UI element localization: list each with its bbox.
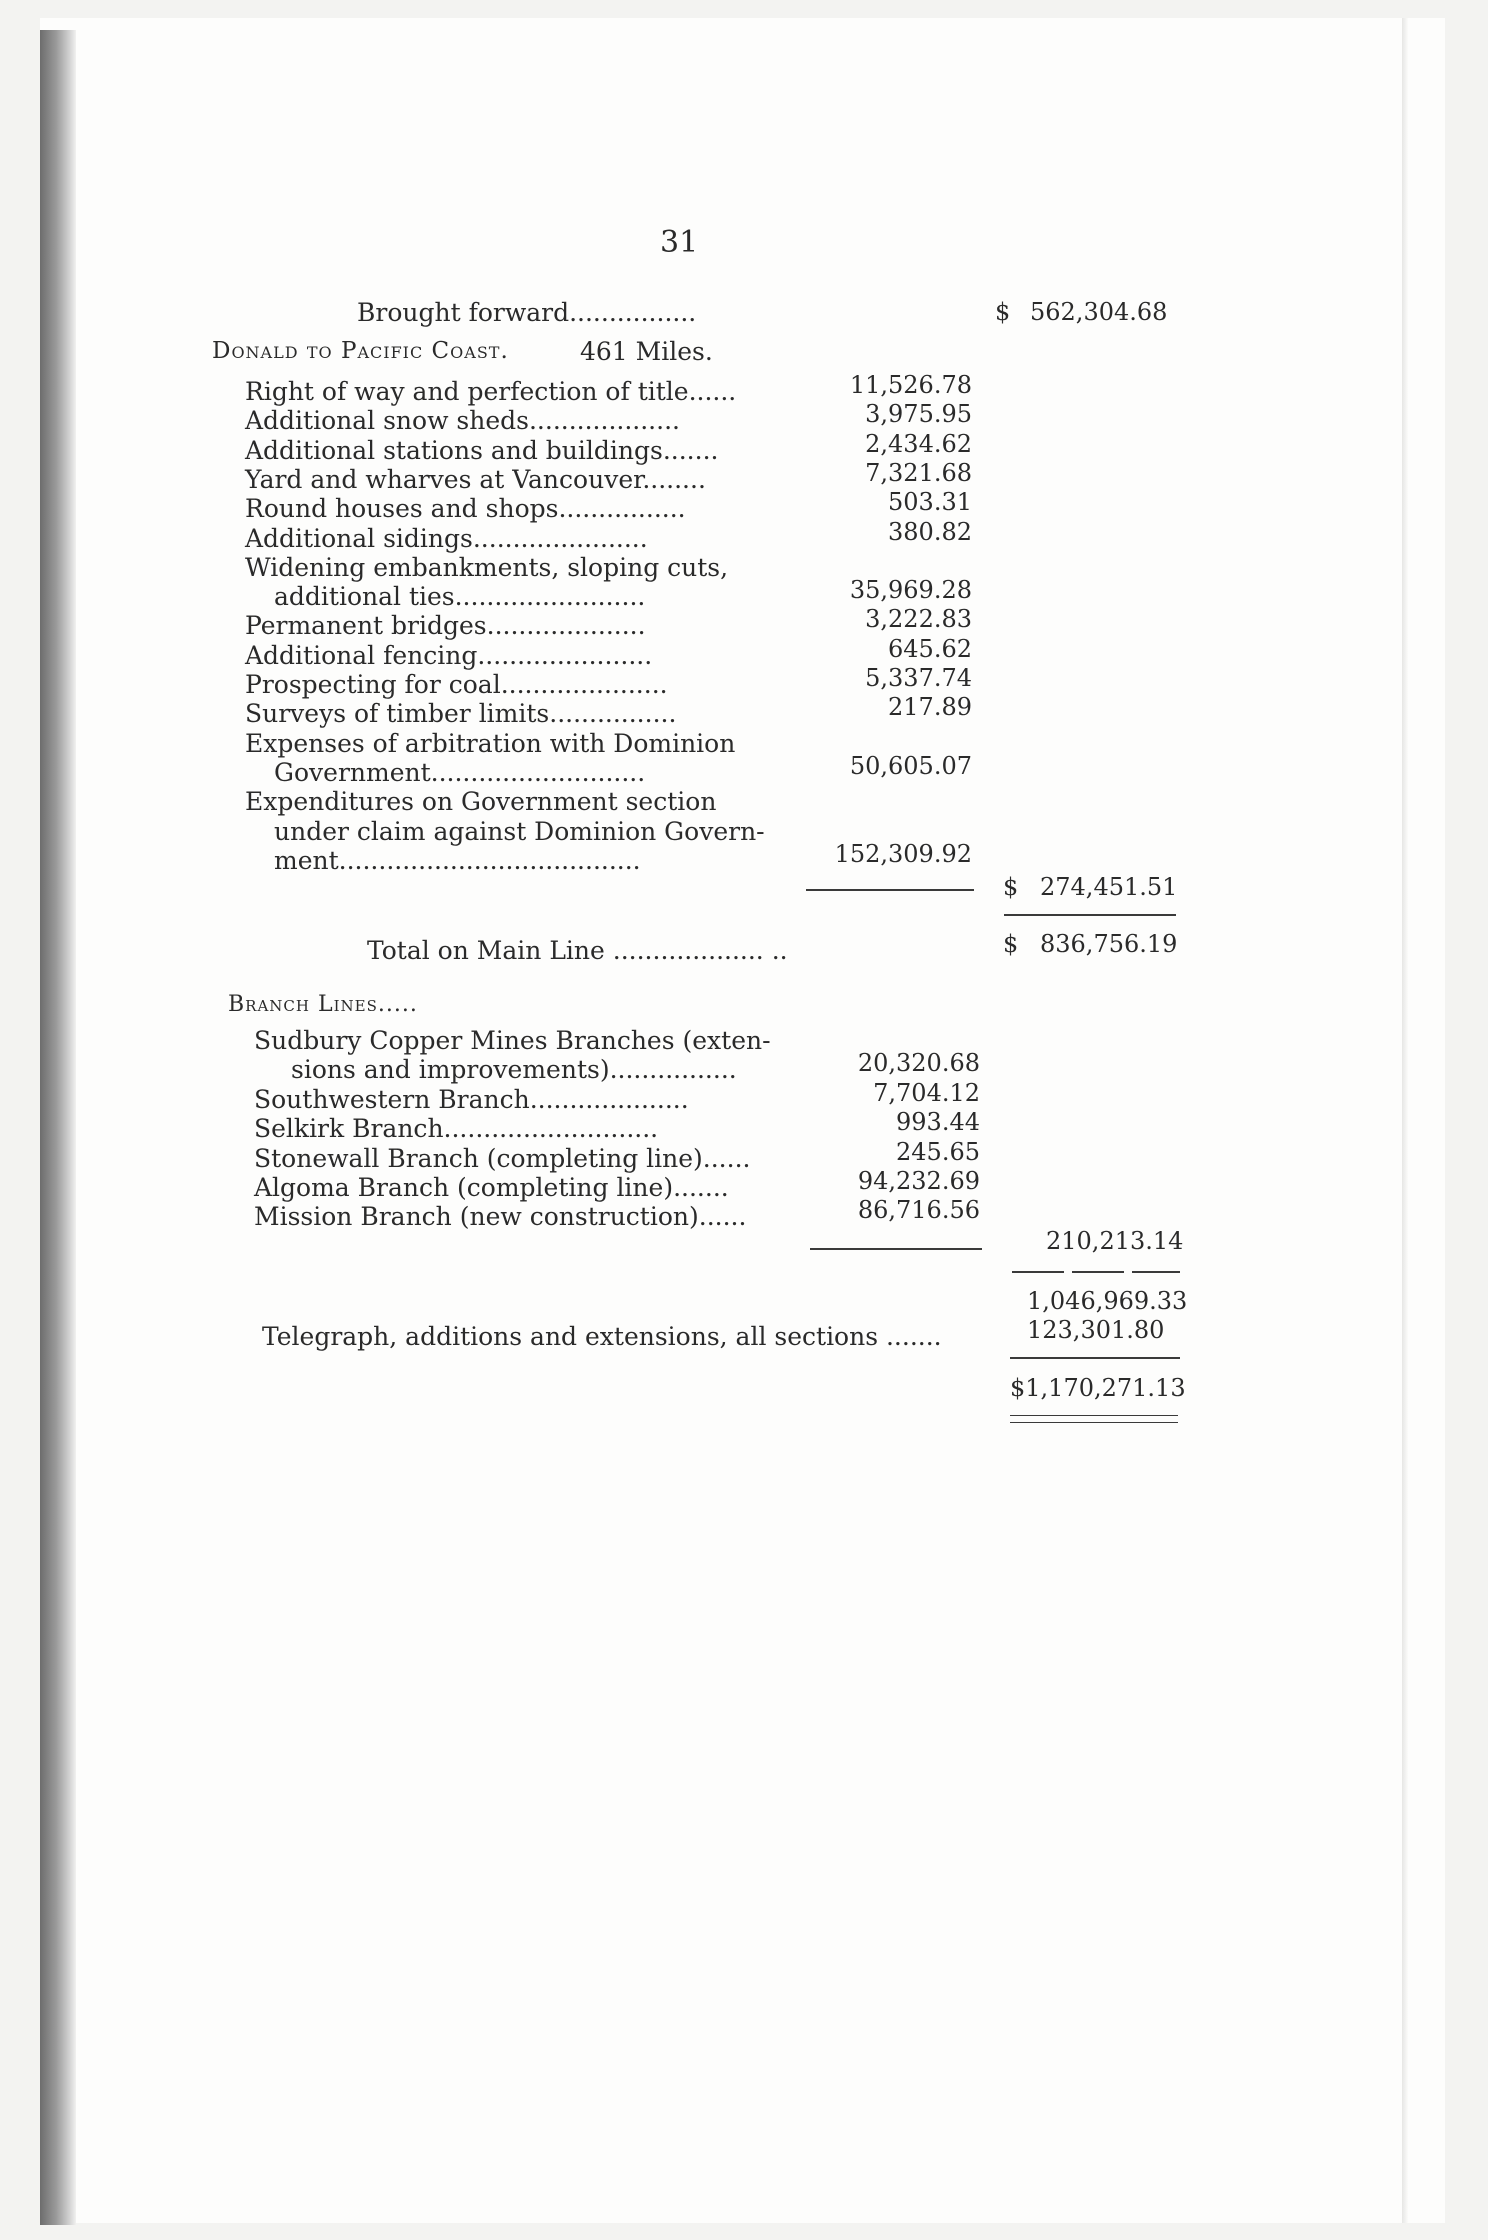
main-items-underline <box>806 889 974 891</box>
item-amount: 3,222.83 <box>865 605 972 634</box>
item-description-line: Right of way and perfection of title...... <box>245 377 737 406</box>
item-description-line: additional ties........................ <box>274 582 646 612</box>
brought-forward-label: Brought forward................ <box>357 298 697 327</box>
item-amount: 3,975.95 <box>865 400 972 429</box>
grand-total: $1,170,271.13 <box>1010 1374 1186 1402</box>
section-heading-main: Donald to Pacific Coast. <box>212 338 509 364</box>
branch-subtotal-rule <box>1012 1271 1180 1273</box>
item-description-line: Surveys of timber limits................ <box>245 699 677 729</box>
item-amount: 993.44 <box>896 1108 980 1137</box>
item-description-line: Algoma Branch (completing line)....... <box>254 1173 729 1202</box>
item-description-line: Additional sidings...................... <box>245 523 648 553</box>
item-description-line: Additional stations and buildings....... <box>245 435 719 465</box>
item-amount: 503.31 <box>888 488 972 517</box>
main-subtotal-currency: $ <box>1003 873 1019 901</box>
main-subtotal-amount: 274,451.51 <box>1040 873 1178 901</box>
item-description-line: Stonewall Branch (completing line)...... <box>254 1143 751 1173</box>
item-description-line: Additional fencing...................... <box>245 640 653 670</box>
telegraph-amount: 123,301.80 <box>1027 1316 1165 1344</box>
branch-items-underline <box>810 1248 982 1250</box>
item-amount: 645.62 <box>888 634 972 663</box>
item-amount: 5,337.74 <box>865 664 972 692</box>
item-amount: 245.65 <box>896 1137 980 1166</box>
item-amount: 7,704.12 <box>873 1078 980 1107</box>
grand-total-double-rule-bottom <box>1010 1422 1178 1423</box>
total-main-line-currency: $ <box>1003 930 1019 958</box>
item-amount: 2,434.62 <box>865 429 972 458</box>
page-number: 31 <box>660 225 699 260</box>
total-main-line-amount: 836,756.19 <box>1040 930 1178 958</box>
page-edge <box>1402 18 1408 2223</box>
item-amount: 35,969.28 <box>849 576 972 605</box>
item-amount: 217.89 <box>888 693 972 722</box>
item-description-line: Permanent bridges.................... <box>245 611 646 641</box>
item-description-line: Selkirk Branch........................... <box>254 1114 659 1144</box>
item-description-line: sions and improvements)................ <box>291 1055 737 1085</box>
main-subtotal-rule <box>1004 914 1176 916</box>
item-amount: 20,320.68 <box>857 1049 980 1078</box>
item-description-line: Expenditures on Government section <box>245 787 717 817</box>
section-miles: 461 Miles. <box>580 337 713 366</box>
brought-forward-currency: $ <box>995 298 1011 326</box>
item-description-line: Round houses and shops................ <box>245 494 686 524</box>
item-amount: 86,716.56 <box>857 1196 980 1225</box>
item-description-line: Sudbury Copper Mines Branches (exten- <box>254 1026 771 1055</box>
item-amount: 380.82 <box>888 517 972 546</box>
item-amount: 94,232.69 <box>857 1167 980 1195</box>
item-description-line: Expenses of arbitration with Dominion <box>245 728 736 758</box>
item-amount: 11,526.78 <box>849 371 972 399</box>
brought-forward-amount: 562,304.68 <box>1030 298 1168 326</box>
item-description-line: Yard and wharves at Vancouver........ <box>245 464 706 494</box>
item-description-line: Government........................... <box>274 757 646 787</box>
item-amount: 50,605.07 <box>849 751 972 780</box>
telegraph-label: Telegraph, additions and extensions, all sections ....... <box>262 1322 942 1351</box>
item-amount: 7,321.68 <box>865 458 972 487</box>
branch-subtotal: 210,213.14 <box>1046 1227 1184 1255</box>
item-description-line: under claim against Dominion Govern- <box>274 816 765 846</box>
book-spine-shadow <box>40 30 76 2225</box>
grand-total-double-rule-top <box>1010 1415 1178 1416</box>
item-description-line: Mission Branch (new construction)...... <box>254 1202 747 1232</box>
item-description-line: Widening embankments, sloping cuts, <box>245 552 729 582</box>
item-amount: 152,309.92 <box>834 839 972 868</box>
item-description-line: Additional snow sheds................... <box>245 406 680 436</box>
item-description-line: ment...................................... <box>274 845 641 875</box>
item-description-line: Prospecting for coal..................... <box>245 670 668 699</box>
section-heading-branch: Branch Lines..... <box>228 992 418 1017</box>
total-main-line-label: Total on Main Line ................... .. <box>367 936 788 965</box>
running-total: 1,046,969.33 <box>1027 1287 1188 1315</box>
item-description-line: Southwestern Branch.................... <box>254 1084 689 1114</box>
telegraph-rule <box>1010 1357 1180 1359</box>
